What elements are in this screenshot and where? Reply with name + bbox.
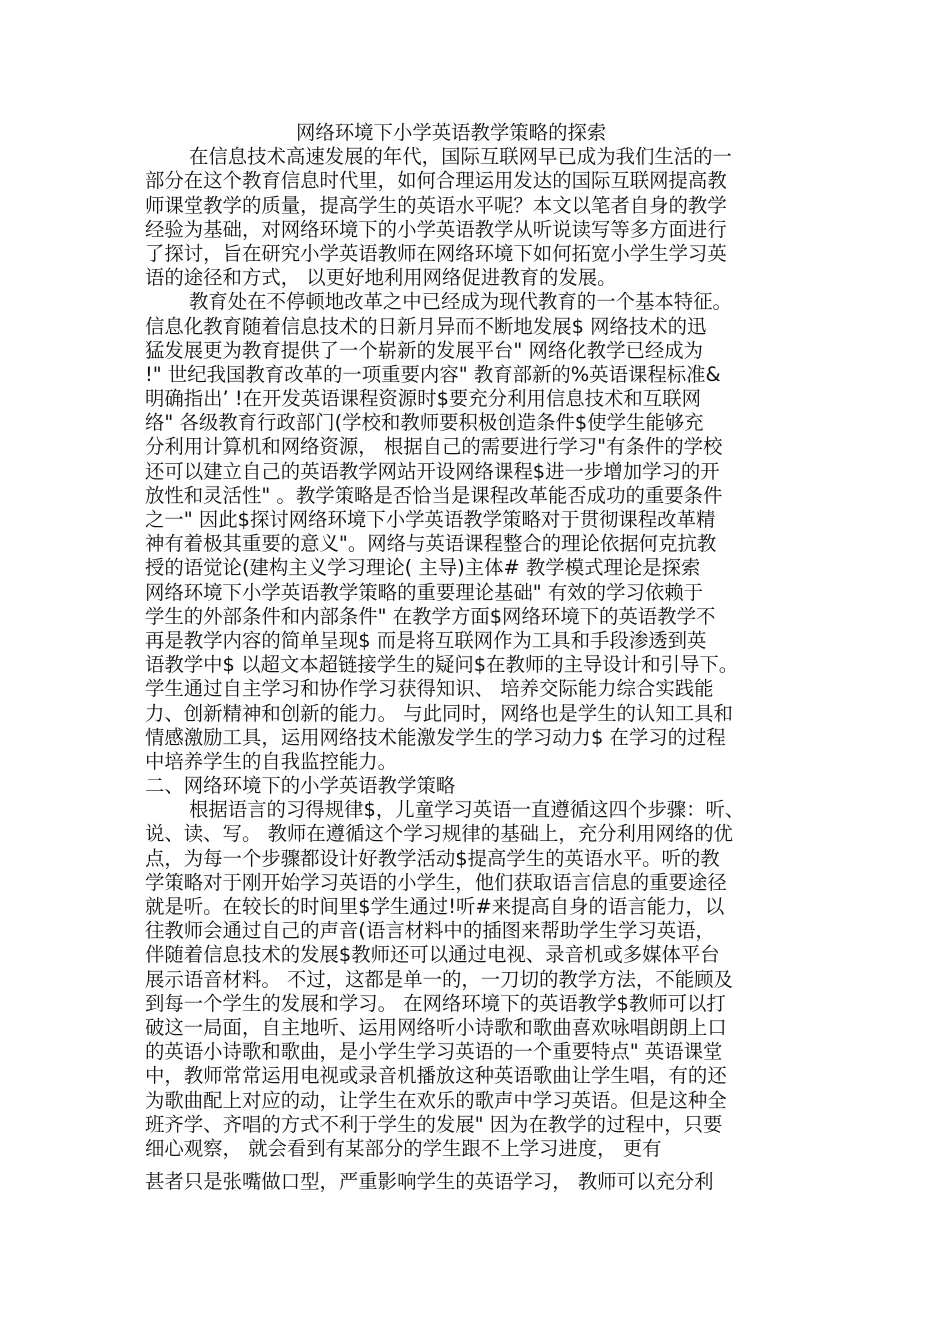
paragraph-3-line: 学策略对于刚开始学习英语的小学生，他们获取语言信息的重要途径 [145,870,727,894]
paragraph-3-line: 往教师会通过自己的声音(语言材料中的插图来帮助学生学习英语， [145,919,715,943]
paragraph-3-line: 点，为每一个步骤都设计好教学活动$提高学生的英语水平。听的教 [145,846,720,870]
paragraph-3-line: 为歌曲配上对应的动，让学生在欢乐的歌声中学习英语。但是这种全 [145,1088,727,1112]
paragraph-2-line: 明确指出’ !在开发英语课程资源时$要充分利用信息技术和互联网 [145,387,701,411]
paragraph-2-line: 力、创新精神和创新的能力。 与此同时，网络也是学生的认知工具和 [145,701,733,725]
paragraph-3-line: 展示语音材料。 不过，这都是单一的，一刀切的教学方法，不能顾及 [145,967,733,991]
paragraph-3-line: 伴随着信息技术的发展$教师还可以通过电视、录音机或多媒体平台 [145,943,720,967]
paragraph-2-line: 中培养学生的自我监控能力。 [145,749,398,773]
paragraph-2-line: 网络环境下小学英语教学策略的重要理论基础" 有效的学习依赖于 [145,580,704,604]
document-title: 网络环境下小学英语教学策略的探索 [296,121,607,144]
paragraph-1-line: 部分在这个教育信息时代里，如何合理运用发达的国际互联网提高教 [145,169,727,193]
paragraph-1-line: 师课堂教学的质量，提高学生的英语水平呢？本文以笔者自身的教学 [145,193,727,217]
line-gap [145,1161,815,1170]
paragraph-3-line: 班齐学、齐唱的方式不利于学生的发展" 因为在教学的过程中，只要 [145,1112,723,1136]
paragraph-3-line: 说、读、写。 教师在遵循这个学习规律的基础上，充分利用网络的优 [145,822,733,846]
paragraph-2-line: 神有着极其重要的意义"。网络与英语课程整合的理论依据何克抗教 [145,532,717,556]
paragraph-2-line: 语教学中$ 以超文本超链接学生的疑问$在教师的主导设计和引导下。 [145,653,739,677]
section-heading: 二、网络环境下的小学英语教学策略 [145,774,456,798]
paragraph-3-line: 就是听。在较长的时间里$学生通过!听#来提高自身的语言能力，以 [145,895,725,918]
paragraph-3-line: 破这一局面，自主地听、运用网络听小诗歌和歌曲喜欢咏唱朗朗上口 [145,1015,727,1039]
paragraph-2-line: 放性和灵活性" 。教学策略是否恰当是课程改革能否成功的重要条件 [145,483,723,507]
paragraph-2-line: 学生的外部条件和内部条件" 在教学方面$网络环境下的英语教学不 [145,604,716,628]
paragraph-3-line: 中，教师常常运用电视或录音机播放这种英语歌曲让学生唱，有的还 [145,1064,727,1088]
paragraph-3-last-line: 甚者只是张嘴做口型，严重影响学生的英语学习， 教师可以充分利 [145,1170,714,1194]
paragraph-2-line: 再是教学内容的简单呈现$ 而是将互联网作为工具和手段渗透到英 [145,628,707,652]
paragraph-2-line: !" 世纪我国教育改革的一项重要内容" 教育部新的%英语课程标准& [145,362,721,386]
document-body [145,121,815,1194]
paragraph-2-line: 授的语觉论(建构主义学习理论( 主导)主体# 教学模式理论是探索 [145,556,701,580]
paragraph-1-line: 在信息技术高速发展的年代，国际互联网早已成为我们生活的一 [189,145,732,169]
paragraph-2-line: 信息化教育随着信息技术的日新月异而不断地发展$ 网络技术的迅 [145,314,707,338]
paragraph-2-line: 情感激励工具，运用网络技术能激发学生的学习动力$ 在学习的过程 [145,725,726,749]
paragraph-2-line: 还可以建立自己的英语教学网站开设网络课程$进一步增加学习的开 [145,459,720,483]
paragraph-3-line: 到每一个学生的发展和学习。 在网络环境下的英语教学$教师可以打 [145,991,726,1015]
paragraph-1-line: 经验为基础，对网络环境下的小学英语教学从听说读写等多方面进行 [145,217,727,241]
paragraph-2-line: 之一" 因此$探讨网络环境下小学英语教学策略对于贯彻课程改革精 [145,508,716,531]
paragraph-2-line: 络" 各级教育行政部门(学校和教师要积极创造条件$使学生能够充 [145,411,704,435]
paragraph-3-line: 的英语小诗歌和歌曲，是小学生学习英语的一个重要特点" 英语课堂 [145,1040,723,1064]
paragraph-2-line: 学生通过自主学习和协作学习获得知识、 培养交际能力综合实践能 [145,677,714,701]
paragraph-2-line: 教育处在不停顿地改革之中已经成为现代教育的一个基本特征。 [189,290,732,314]
paragraph-3-line: 细心观察， 就会看到有某部分的学生跟不上学习进度， 更有 [145,1136,662,1160]
paragraph-2-line: 猛发展更为教育提供了一个崭新的发展平台" 网络化教学已经成为 [145,338,704,362]
paragraph-1-line: 语的途径和方式， 以更好地利用网络促进教育的发展。 [145,266,617,290]
paragraph-3-line: 根据语言的习得规律$，儿童学习英语一直遵循这四个步骤：听、 [189,798,745,822]
paragraph-2-line: 分利用计算机和网络资源， 根据自己的需要进行学习"有条件的学校 [145,435,723,459]
paragraph-1-line: 了探讨，旨在研究小学英语教师在网络环境下如何拓宽小学生学习英 [145,241,727,265]
